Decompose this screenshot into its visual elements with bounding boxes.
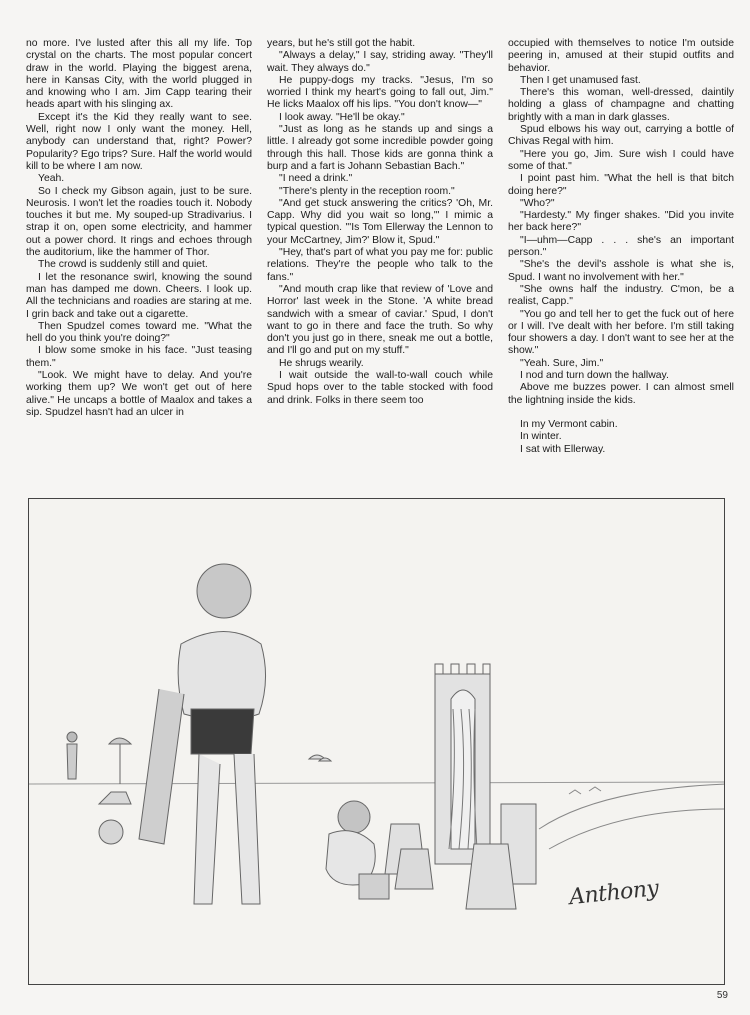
person-head (67, 732, 77, 742)
paragraph: I nod and turn down the hallway. (520, 370, 669, 382)
paragraph: "Always a delay," I say, striding away. "They'll wait. They always do." (267, 50, 493, 74)
paragraph: So I check my Gibson again, just to be sure. Neurosis. I won't let the roadies touch it. Nobody touches it but me. My souped-up Stradivarius. I strap it on, open some electricity, and hammer out a power chord. It rings and echoes through the auditorium, like the hammer of Thor. (26, 185, 252, 259)
distant-gulls (569, 787, 601, 794)
horizon-line (29, 782, 725, 784)
moat-stream (539, 784, 725, 849)
paragraph: I let the resonance swirl, knowing the sound man has damped me down. Cheers. I look up. All the technicians and roadies are staring at me. I grin back and take out a cigarette. (26, 271, 252, 320)
paragraph: Then Spudzel comes toward me. "What the hell do you think you're doing?" (26, 320, 252, 345)
page-number: 59 (716, 990, 728, 1001)
paragraph: I point past him. "What the hell is that bitch doing here?" (508, 173, 734, 197)
paragraph: "Just as long as he stands up and sings a little. I already got some incredible powder going through this hall. Those kids are gonna think a burp and a fart is Johann Sebastian Bach." (267, 124, 493, 172)
paragraph: years, but he's still got the habit. (267, 38, 416, 49)
paragraph: Except it's the Kid they really want to see. Well, right now I only want the money. Hell, anybody can understand that, right? Power? Popularity? Ego trips? Sure. Half the world would kill to be where I am now. (26, 111, 252, 172)
paragraph: Spud elbows his way out, carrying a bottle of Chivas Regal with him. (508, 124, 734, 148)
paragraph: He shrugs wearily. (279, 357, 364, 369)
paragraph: "Hey, that's part of what you pay me for: public relations. They're the people who talk to the fans." (267, 247, 493, 283)
person-body (67, 744, 77, 779)
article-text (26, 38, 734, 493)
sand-bucket-mound (466, 844, 516, 909)
umbrella (109, 738, 131, 744)
column-2 (267, 38, 493, 493)
paragraph: "She owns half the industry. C'mon, be a realist, Capp." (508, 283, 734, 308)
paragraph: The crowd is suddenly still and quiet. (38, 259, 208, 271)
column-1 (26, 38, 252, 493)
paragraph: Above me buzzes power. I can almost smell the lightning inside the kids. (508, 382, 734, 406)
beach-illustration (28, 498, 725, 985)
paragraph: He puppy-dogs my tracks. "Jesus, I'm so worried I think my heart's going to fall out, Jim." He licks Maalox off his lips. "You don't know—" (267, 74, 493, 111)
picnic-basket (99, 792, 131, 804)
paragraph: "There's plenty in the reception room." (279, 185, 455, 197)
paragraph: I blow some smoke in his face. "Just teasing them." (26, 345, 252, 369)
man-swim-trunks (191, 709, 254, 754)
paragraph: In winter. (520, 431, 562, 443)
paragraph: "Hardesty." My finger shakes. "Did you invite her back here?" (508, 210, 734, 234)
beach-towel (139, 689, 184, 844)
paragraph: Yeah. (38, 173, 65, 185)
paragraph: no more. I've lusted after this all my life. Top crystal on the charts. The most popular concert draw in the world. Playing the biggest arena, here in Kansas City, with the world plugged in and knowing who I am. Jim Capp tearing their heads apart with his slinging ax. (26, 38, 252, 111)
paragraph: "She's the devil's asshole is what she is, Spud. I want no involvement with her." (508, 259, 734, 283)
paragraph: I sat with Ellerway. (520, 443, 606, 455)
child-bucket (359, 874, 389, 899)
paragraph: Then I get unamused fast. (520, 74, 641, 86)
paragraph: "And get stuck answering the critics? 'Oh, Mr. Capp. Why did you wait so long,'" I mimic a typical question. "'Is Tom Ellerway the Lennon to your McCartney, Jim?' Blow it, Spud." (267, 197, 493, 246)
paragraph: In my Vermont cabin. (520, 418, 618, 430)
column-3 (508, 38, 734, 493)
paragraph: "And mouth crap like that review of 'Love and Horror' last week in the Stone. 'A white bread sandwich with a smear of caviar.' Spud, I don't want to go in there and face the truth. So why don't you just go in there, sneak me out a bottle, and I'll go and put on my stuff." (267, 283, 493, 357)
beach-ball (99, 820, 123, 844)
sand-bucket-mound (395, 849, 433, 889)
paragraph: "Who?" (520, 197, 555, 209)
paragraph: "I—uhm—Capp . . . she's an important person." (508, 234, 734, 259)
paragraph: "Here you go, Jim. Sure wish I could have some of that." (508, 148, 734, 172)
paragraph: "Yeah. Sure, Jim." (520, 357, 604, 369)
paragraph: "I need a drink." (279, 173, 353, 185)
tower-battlements (435, 664, 490, 674)
paragraph: I look away. "He'll be okay." (279, 111, 405, 123)
paragraph: I wait outside the wall-to-wall couch while Spud hops over to the table stocked with food and drink. Folks in there seem too (267, 370, 493, 406)
artist-signature: Anthony (568, 875, 660, 911)
beach-drawing (29, 499, 725, 985)
paragraph: There's this woman, well-dressed, daintily holding a glass of champagne and chatting brightly with a man in dark glasses. (508, 87, 734, 123)
paragraph: "Look. We might have to delay. And you're working them up? We won't get out of here alive." He uncaps a bottle of Maalox and takes a sip. Spudzel hasn't had an ulcer in (26, 370, 252, 418)
paragraph: occupied with themselves to notice I'm outside peering in, amused at their stupid outfits and behavior. (508, 38, 734, 74)
man-legs (194, 754, 260, 904)
man-head (197, 564, 251, 618)
child-head (338, 801, 370, 833)
man-torso (178, 632, 265, 721)
paragraph: "You go and tell her to get the fuck out of here or I will. I've dealt with her before. I'm still taking four showers a day. I don't want to see her at the show." (508, 308, 734, 357)
